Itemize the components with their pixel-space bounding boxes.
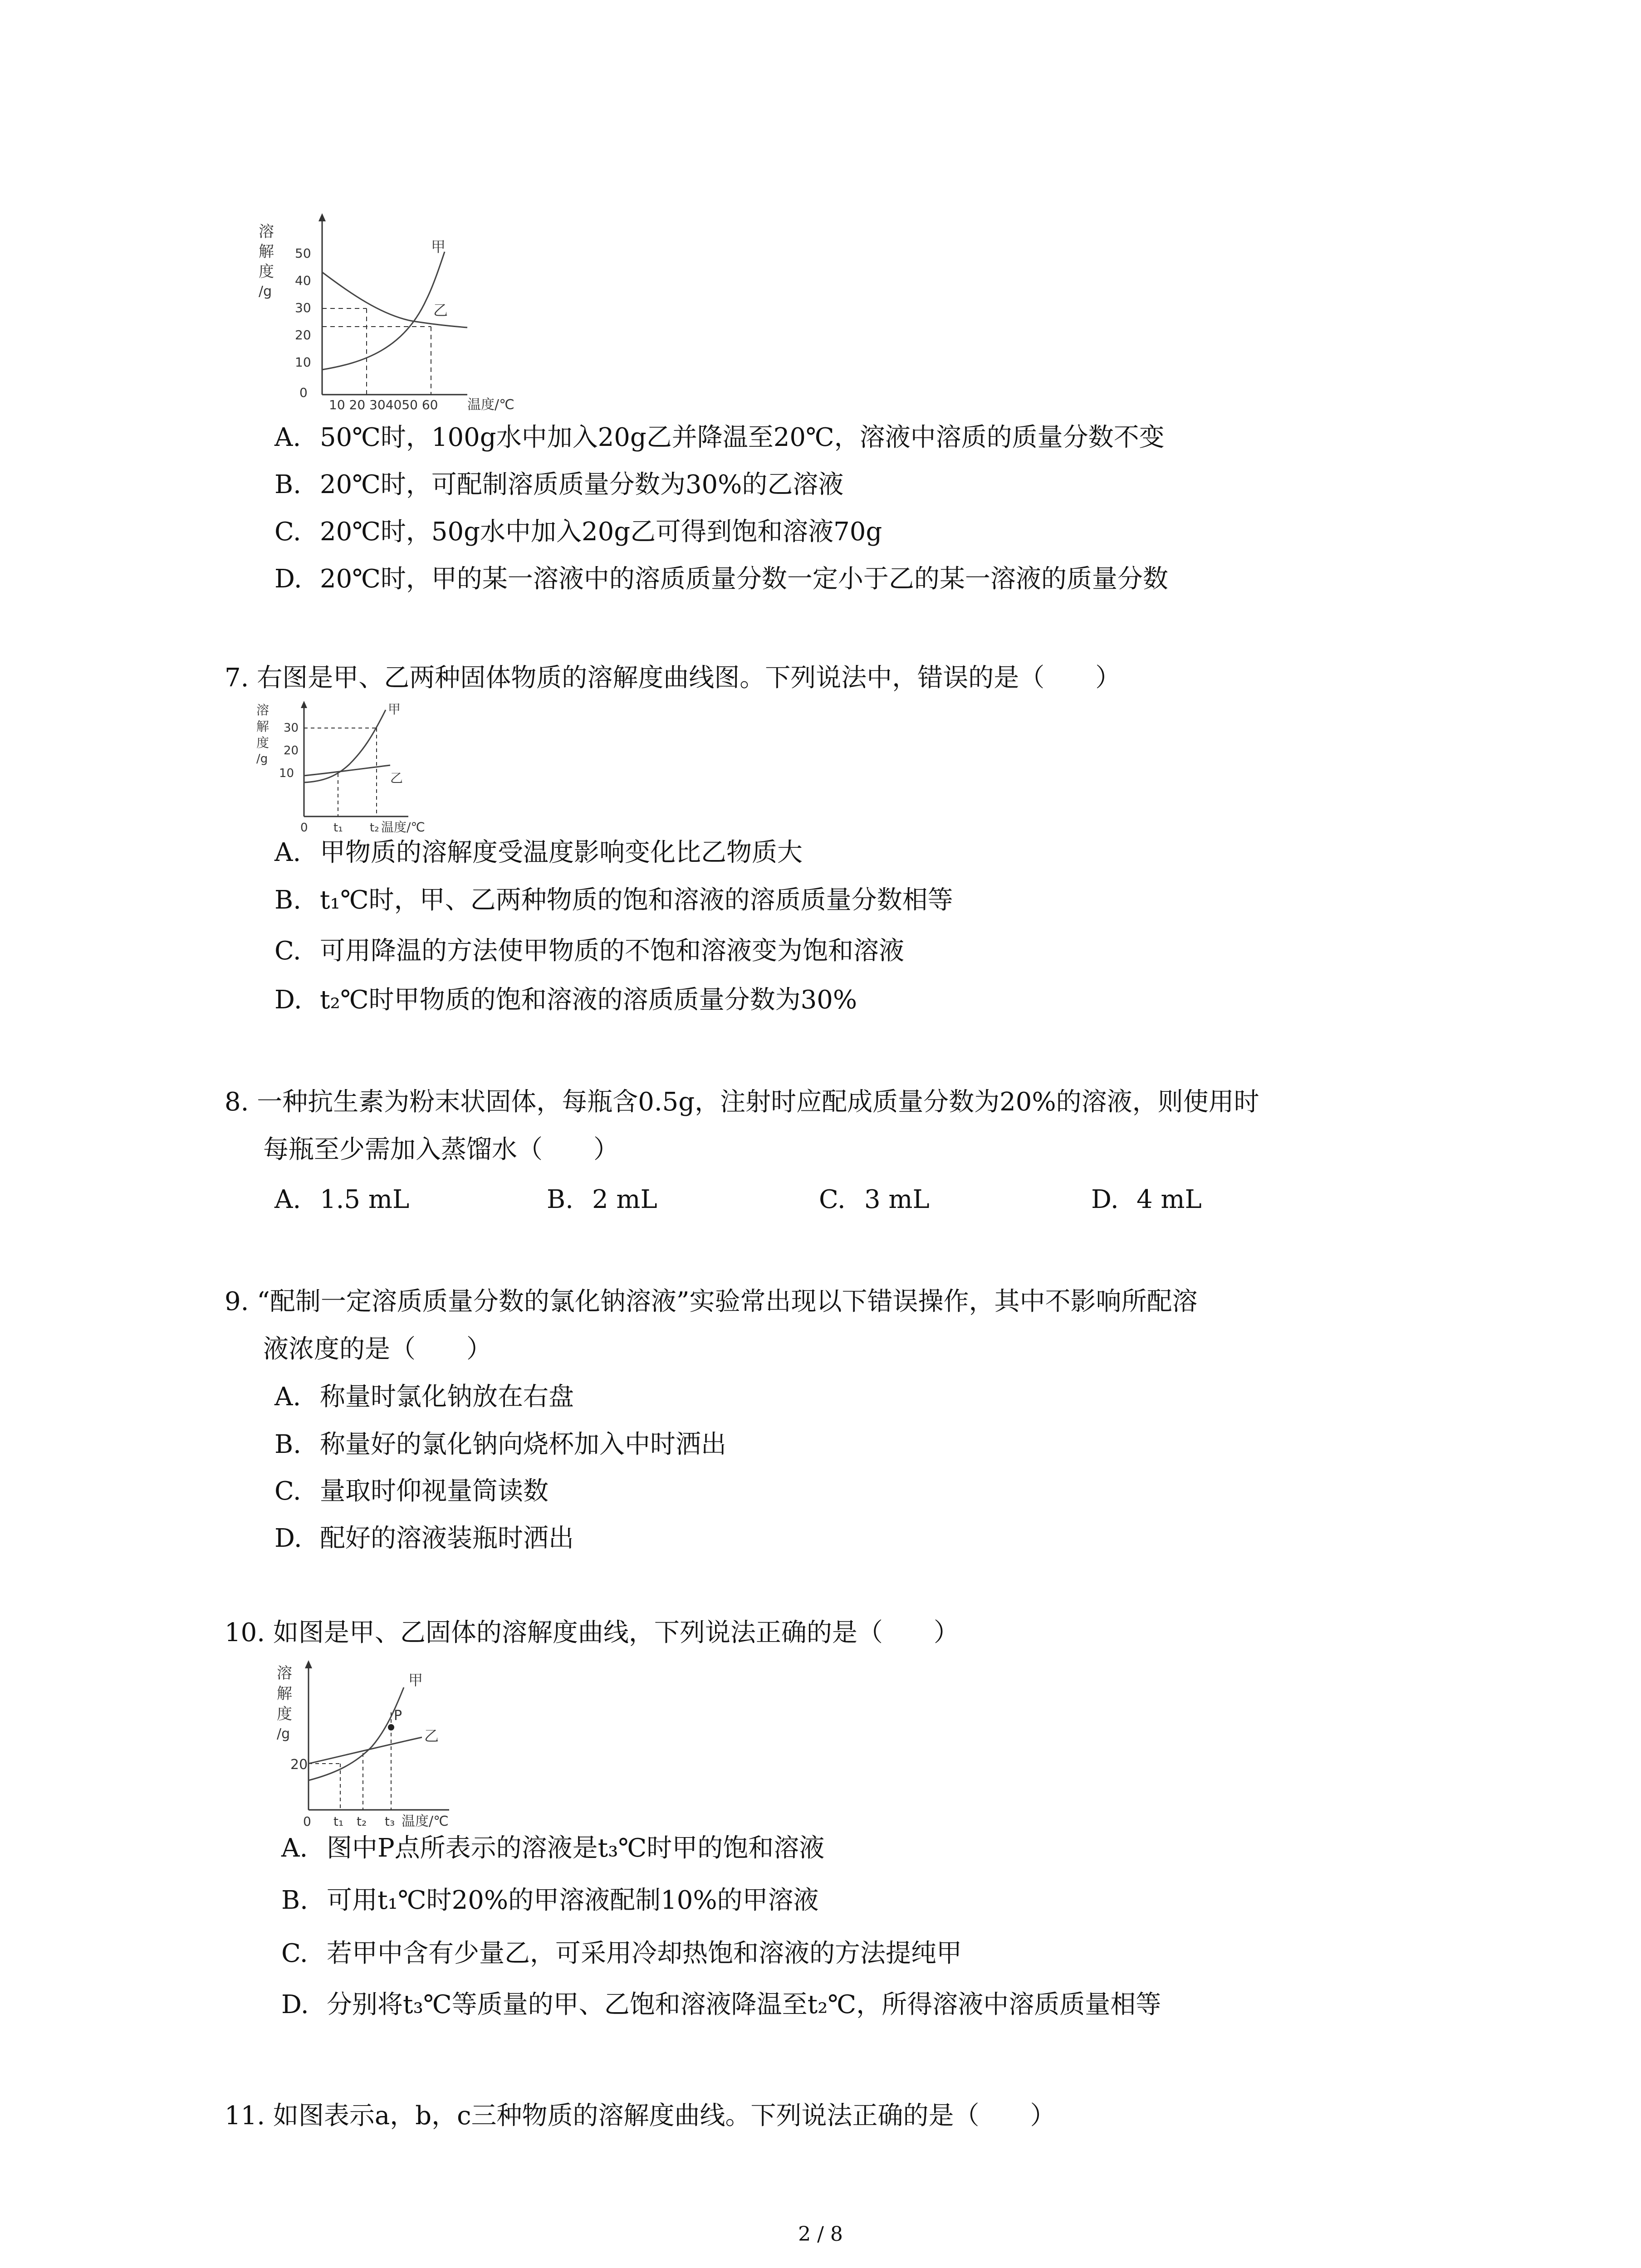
q8-stem-line2: 每瓶至少需加入蒸馏水（ ） xyxy=(263,1135,619,1164)
q6-solubility-chart xyxy=(254,213,544,413)
q9-option-b[interactable]: B. 称量好的氯化钠向烧杯加入中时洒出 xyxy=(274,1430,726,1459)
q10-ylabel-2: 解 xyxy=(277,1685,292,1703)
q10-xtick-0: 0 xyxy=(303,1814,311,1829)
q10-xlabel: 温度/℃ xyxy=(402,1813,449,1829)
q6-ylabel-3: 度 xyxy=(259,263,274,281)
q6-ytick-20: 20 xyxy=(295,327,311,342)
q6-option-a[interactable]: A. 50℃时，100g水中加入20g乙并降温至20℃，溶液中溶质的质量分数不变 xyxy=(274,423,1165,452)
q10-stem: 10. 如图是甲、乙固体的溶解度曲线，下列说法正确的是（ ） xyxy=(225,1618,959,1647)
q6-option-d[interactable]: D. 20℃时，甲的某一溶液中的溶质质量分数一定小于乙的某一溶液的质量分数 xyxy=(274,564,1168,594)
q7-ylabel-1: 溶 xyxy=(256,703,269,718)
q6-curve-jia-label: 甲 xyxy=(431,238,446,255)
q10-curve-jia xyxy=(309,1687,404,1780)
q7-option-d[interactable]: D. t₂℃时甲物质的饱和溶液的溶质质量分数为30% xyxy=(274,985,857,1015)
q9-stem-line2: 液浓度的是（ ） xyxy=(263,1334,492,1364)
q6-ytick-30: 30 xyxy=(295,300,311,315)
q10-option-c[interactable]: C. 若甲中含有少量乙，可采用冷却热饱和溶液的方法提纯甲 xyxy=(281,1939,962,1968)
q9-stem-line1: 9. “配制一定溶质质量分数的氯化钠溶液”实验常出现以下错误操作，其中不影响所配溶 xyxy=(225,1287,1198,1316)
q7-option-c[interactable]: C. 可用降温的方法使甲物质的不饱和溶液变为饱和溶液 xyxy=(274,936,904,966)
q10-xtick-t3: t₃ xyxy=(385,1814,395,1829)
q10-option-d[interactable]: D. 分别将t₃℃等质量的甲、乙饱和溶液降温至t₂℃，所得溶液中溶质质量相等 xyxy=(281,1990,1161,2019)
q10-ytick-20: 20 xyxy=(290,1757,308,1773)
q11-stem: 11. 如图表示a，b，c三种物质的溶解度曲线。下列说法正确的是（ ） xyxy=(225,2101,1056,2131)
q10-ylabel-4: /g xyxy=(277,1726,290,1742)
q10-curve-yi xyxy=(309,1737,422,1764)
q7-ylabel-3: 度 xyxy=(256,735,269,750)
q10-curve-jia-label: 甲 xyxy=(408,1672,423,1689)
q6-option-c[interactable]: C. 20℃时，50g水中加入20g乙可得到饱和溶液70g xyxy=(274,517,882,547)
q7-xlabel: 温度/℃ xyxy=(381,820,425,835)
q7-ylabel-2: 解 xyxy=(256,719,269,734)
q10-option-b[interactable]: B. 可用t₁℃时20%的甲溶液配制10%的甲溶液 xyxy=(281,1886,819,1915)
q10-ylabel-3: 度 xyxy=(277,1705,292,1723)
q10-solubility-chart xyxy=(272,1660,526,1833)
q6-ylabel-4: /g xyxy=(259,284,272,299)
q7-option-a[interactable]: A. 甲物质的溶解度受温度影响变化比乙物质大 xyxy=(274,838,803,867)
q9-option-a[interactable]: A. 称量时氯化钠放在右盘 xyxy=(274,1382,574,1412)
q7-option-b[interactable]: B. t₁℃时，甲、乙两种物质的饱和溶液的溶质质量分数相等 xyxy=(274,885,953,915)
q7-curve-jia-label: 甲 xyxy=(388,702,401,717)
q6-ytick-10: 10 xyxy=(295,355,311,370)
q8-option-b[interactable]: B. 2 mL xyxy=(547,1185,657,1214)
q6-ytick-50: 50 xyxy=(295,246,311,261)
q9-option-c[interactable]: C. 量取时仰视量筒读数 xyxy=(274,1476,549,1506)
q7-xtick-0: 0 xyxy=(300,821,308,835)
q7-ytick-10: 10 xyxy=(279,767,294,780)
q8-option-c[interactable]: C. 3 mL xyxy=(819,1185,930,1214)
q10-curve-yi-label: 乙 xyxy=(424,1727,439,1745)
q6-curve-yi-label: 乙 xyxy=(433,302,448,319)
q6-option-b[interactable]: B. 20℃时，可配制溶质质量分数为30%的乙溶液 xyxy=(274,470,844,499)
q7-ytick-30: 30 xyxy=(284,721,299,735)
q6-xticks: 10 20 304050 60 xyxy=(329,397,438,412)
q8-option-a[interactable]: A. 1.5 mL xyxy=(274,1185,410,1214)
q6-ytick-0: 0 xyxy=(299,385,308,400)
q7-xtick-t1: t₁ xyxy=(333,821,343,835)
q10-xtick-t1: t₁ xyxy=(333,1814,344,1829)
q10-point-p xyxy=(388,1724,394,1730)
q6-ytick-40: 40 xyxy=(295,273,311,288)
q7-curve-yi-label: 乙 xyxy=(390,771,403,786)
q7-ytick-20: 20 xyxy=(284,744,299,758)
q8-option-d[interactable]: D. 4 mL xyxy=(1091,1185,1202,1214)
q7-solubility-chart xyxy=(254,701,490,837)
q7-xtick-t2: t₂ xyxy=(370,821,379,835)
q6-ylabel-1: 溶 xyxy=(259,223,274,241)
q9-option-d[interactable]: D. 配好的溶液装瓶时洒出 xyxy=(274,1524,574,1553)
q8-stem-line1: 8. 一种抗生素为粉末状固体，每瓶含0.5g，注射时应配成质量分数为20%的溶液，则使用时 xyxy=(225,1087,1259,1117)
page-number: 2 / 8 xyxy=(798,2223,843,2246)
q10-point-p-label: P xyxy=(394,1708,402,1724)
q7-stem: 7. 右图是甲、乙两种固体物质的溶解度曲线图。下列说法中，错误的是（ ） xyxy=(225,663,1121,693)
q10-xtick-t2: t₂ xyxy=(357,1814,367,1829)
q6-curve-yi xyxy=(322,272,467,327)
q6-ylabel-2: 解 xyxy=(259,243,274,261)
q10-option-a[interactable]: A. 图中P点所表示的溶液是t₃℃时甲的饱和溶液 xyxy=(281,1833,825,1863)
q6-xlabel: 温度/℃ xyxy=(467,397,514,413)
q7-ylabel-4: /g xyxy=(256,752,268,766)
q10-ylabel-1: 溶 xyxy=(277,1664,292,1682)
